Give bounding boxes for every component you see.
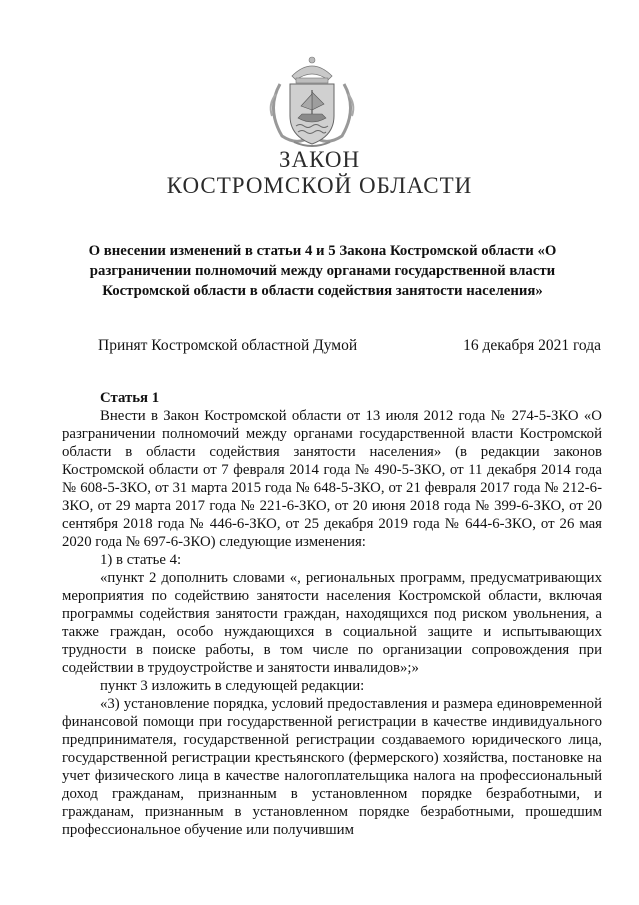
law-title: ЗАКОН [278, 147, 361, 172]
paragraph: «3) установление порядка, условий предоставления и размера единовременной финансовой помощи при государственной регистрации в качестве индивидуального предпринимателя, государственной регистрации создаваемого юридического лица, государственной регистрации крестьянского (фермерского) хозяйства, постановке на учет физического лица в качестве налогоплательщика налога на профессиональный доход гражданам, признанным в установленном порядке безработными, и гражданам, признанным в установленном порядке безработными, прошедшим профессиональное обучение или получившим [62, 696, 602, 838]
coat-of-arms-emblem [258, 54, 366, 150]
paragraph: «пункт 2 дополнить словами «, региональных программ, предусматривающих мероприятия по содействию занятости населения Костромской области, включая программы содействия занятости граждан, находящихся под риском увольнения, а также граждан, особо нуждающихся в социальной защите и испытывающих трудности в поиске работы, в том числе по организации сопровождения при содействии в трудоустройстве и занятости инвалидов»;» [62, 570, 602, 676]
adopted-date: 16 декабря 2021 года [463, 337, 601, 354]
document-heading: О внесении изменений в статьи 4 и 5 Закона Костромской области «О разграничении полномочий между органами государственной власти Костромской области в области содействия занятости населения» [88, 243, 557, 299]
adopted-by: Принят Костромской областной Думой [98, 337, 358, 354]
paragraph: 1) в статье 4: [100, 552, 182, 568]
article-title: Статья 1 [100, 390, 160, 406]
paragraph: пункт 3 изложить в следующей редакции: [100, 678, 365, 694]
paragraph: Внести в Закон Костромской области от 13 июля 2012 года № 274-5-ЗКО «О разграничении полномочий между органами государственной власти Костромской области в области содействия занятости населения» (в редакции законов Костромской области от 7 февраля 2014 года № 490-5-ЗКО, от 11 декабря 2014 года № 608-5-ЗКО, от 31 марта 2015 года № 648-5-ЗКО, от 21 февраля 2017 года № 212-6-ЗКО, от 29 марта 2017 года № 221-6-ЗКО, от 20 июня 2018 года № 399-6-ЗКО, от 20 сентября 2018 года № 446-6-ЗКО, от 25 декабря 2019 года № 644-6-ЗКО, от 26 мая 2020 года № 697-6-ЗКО) следующие изменения: [62, 408, 602, 550]
law-region: КОСТРОМСКОЙ ОБЛАСТИ [166, 173, 473, 198]
document-body [62, 389, 602, 839]
